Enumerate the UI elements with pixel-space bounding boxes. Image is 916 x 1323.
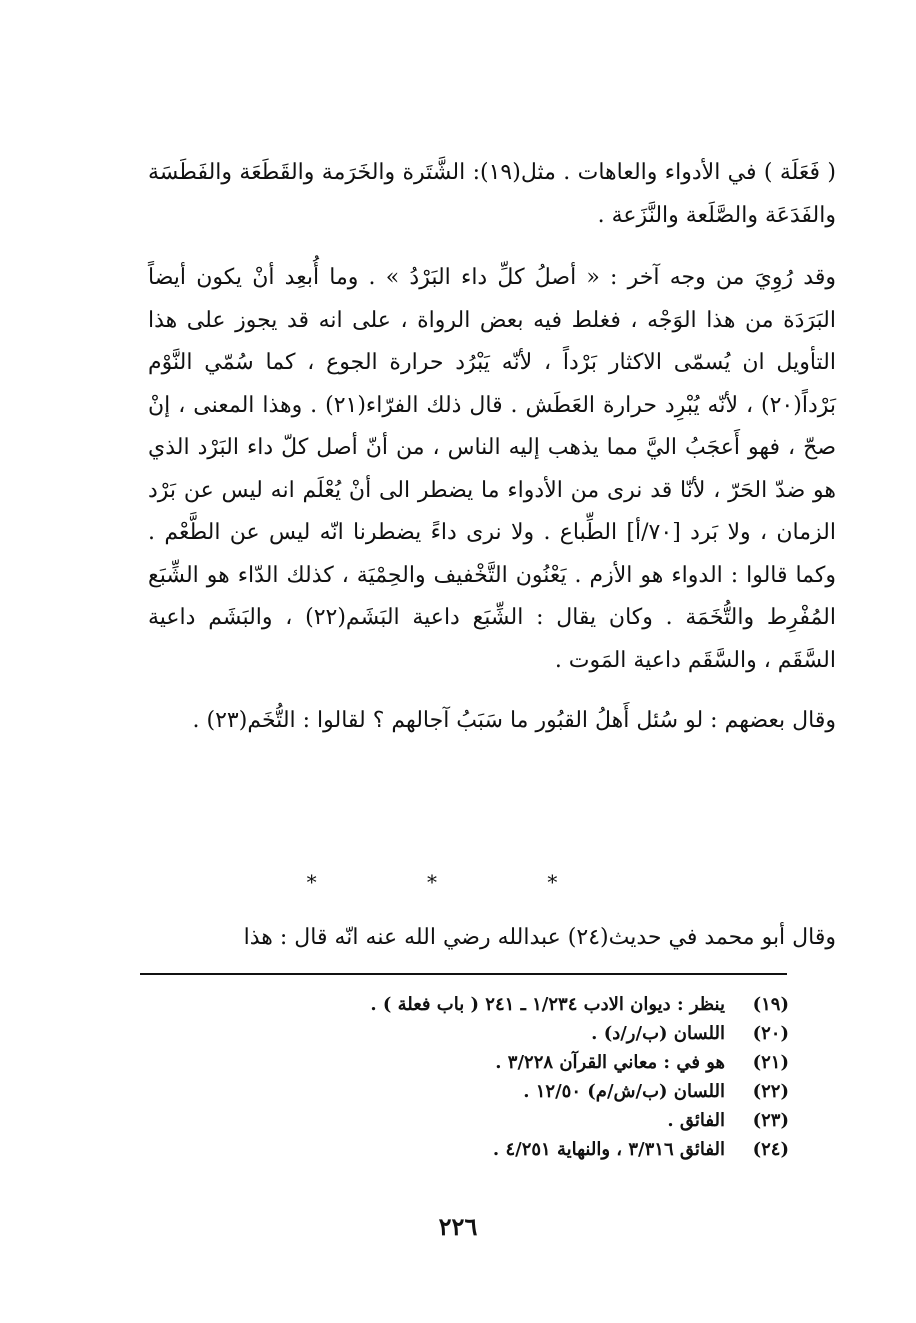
footnote-text: ينظر : ديوان الادب ١/٢٣٤ ـ ٢٤١ ( باب فعلة ) .: [370, 994, 725, 1015]
footnote-item: [149, 990, 789, 1019]
footnote-number: (٢٣): [752, 1110, 789, 1131]
footnote-number: (٢٢): [752, 1081, 789, 1102]
footnote-text: الفائق .: [667, 1110, 725, 1131]
page-number: ٢٢٦: [438, 1212, 478, 1241]
main-text: [148, 152, 836, 743]
paragraph-3: وقال بعضهم : لو سُئل أَهلُ القبُور ما سَبَبُ آجالهم ؟ لقالوا : التُّخَم(٢٣) .: [192, 708, 836, 733]
footnote-item: [149, 1106, 789, 1135]
paragraph-1: ( فَعَلَة ) في الأدواء والعاهات . مثل(١٩): الشَّتَرة والخَرَمة والقَطَعَة والفَطَسَة والفَدَعَة والصَّلَعة والنَّزَعة .: [148, 160, 836, 228]
paragraph-4: وقال أبو محمد في حديث(٢٤) عبدالله رضي الله عنه انّه قال : هذا: [243, 925, 836, 950]
footnote-number: (٢٠): [752, 1023, 789, 1044]
paragraph-2: وقد رُوِيَ من وجه آخر : « أصلُ كلِّ داء البَرْدُ » . وما أُبعِد أنْ يكون أيضاً البَرَدَة من هذا الوَجْه ، فغلط فيه بعض الرواة ، على انه قد يجوز على هذا التأويل ان يُسمّى الاكثار بَرْداً ، لأنّه يَبْرُد حرارة الجوع ، كما سُمّي النَّوْم بَرْداً(٢٠) ، لأنّه يُبْرِد حرارة العَطَش . قال ذلك الفرّاء(٢١) . وهذا المعنى ، إنْ صحّ ، فهو أَعجَبُ اليَّ مما يذهب إليه الناس ، من أنّ أصل كلّ داء البَرْد الذي هو ضدّ الحَرّ ، لأنّا قد نرى من الأدواء ما يضطر الى أنْ يُعْلَم انه ليس عن بَرْد الزمان ، ولا بَرد [٧٠/أ] الطِّباع . ولا نرى داءً يضطرنا انّه ليس عن الطَّعْم . وكما قالوا : الدواء هو الأزم . يَعْنُون التَّخْفيف والحِمْيَة ، كذلك الدّاء هو الشِّبَع المُفْرِط والتُّخَمَة . وكان يقال : الشِّبَع داعية البَشَم(٢٢) ، والبَشَم داعية السَّقَم ، والسَّقَم داعية المَوت .: [148, 265, 837, 673]
footnote-item: [149, 1048, 789, 1077]
section-separator-stars: * * *: [306, 870, 610, 894]
footnote-text: اللسان (ب/ش/م) ١٢/٥٠ .: [523, 1081, 725, 1102]
footnote-number: (٢٤): [752, 1139, 789, 1160]
footnotes: [149, 990, 789, 1164]
footnote-divider: [140, 973, 787, 975]
footnote-number: (٢١): [752, 1052, 789, 1073]
footnote-item: [149, 1019, 789, 1048]
footnote-text: اللسان (ب/ر/د) .: [591, 1023, 725, 1044]
footnote-item: [149, 1077, 789, 1106]
footnote-number: (١٩): [752, 994, 789, 1015]
footnote-text: هو في : معاني القرآن ٣/٢٢٨ .: [495, 1052, 725, 1073]
footnote-text: الفائق ٣/٣١٦ ، والنهاية ٤/٢٥١ .: [492, 1139, 725, 1160]
footnote-item: [149, 1135, 789, 1164]
